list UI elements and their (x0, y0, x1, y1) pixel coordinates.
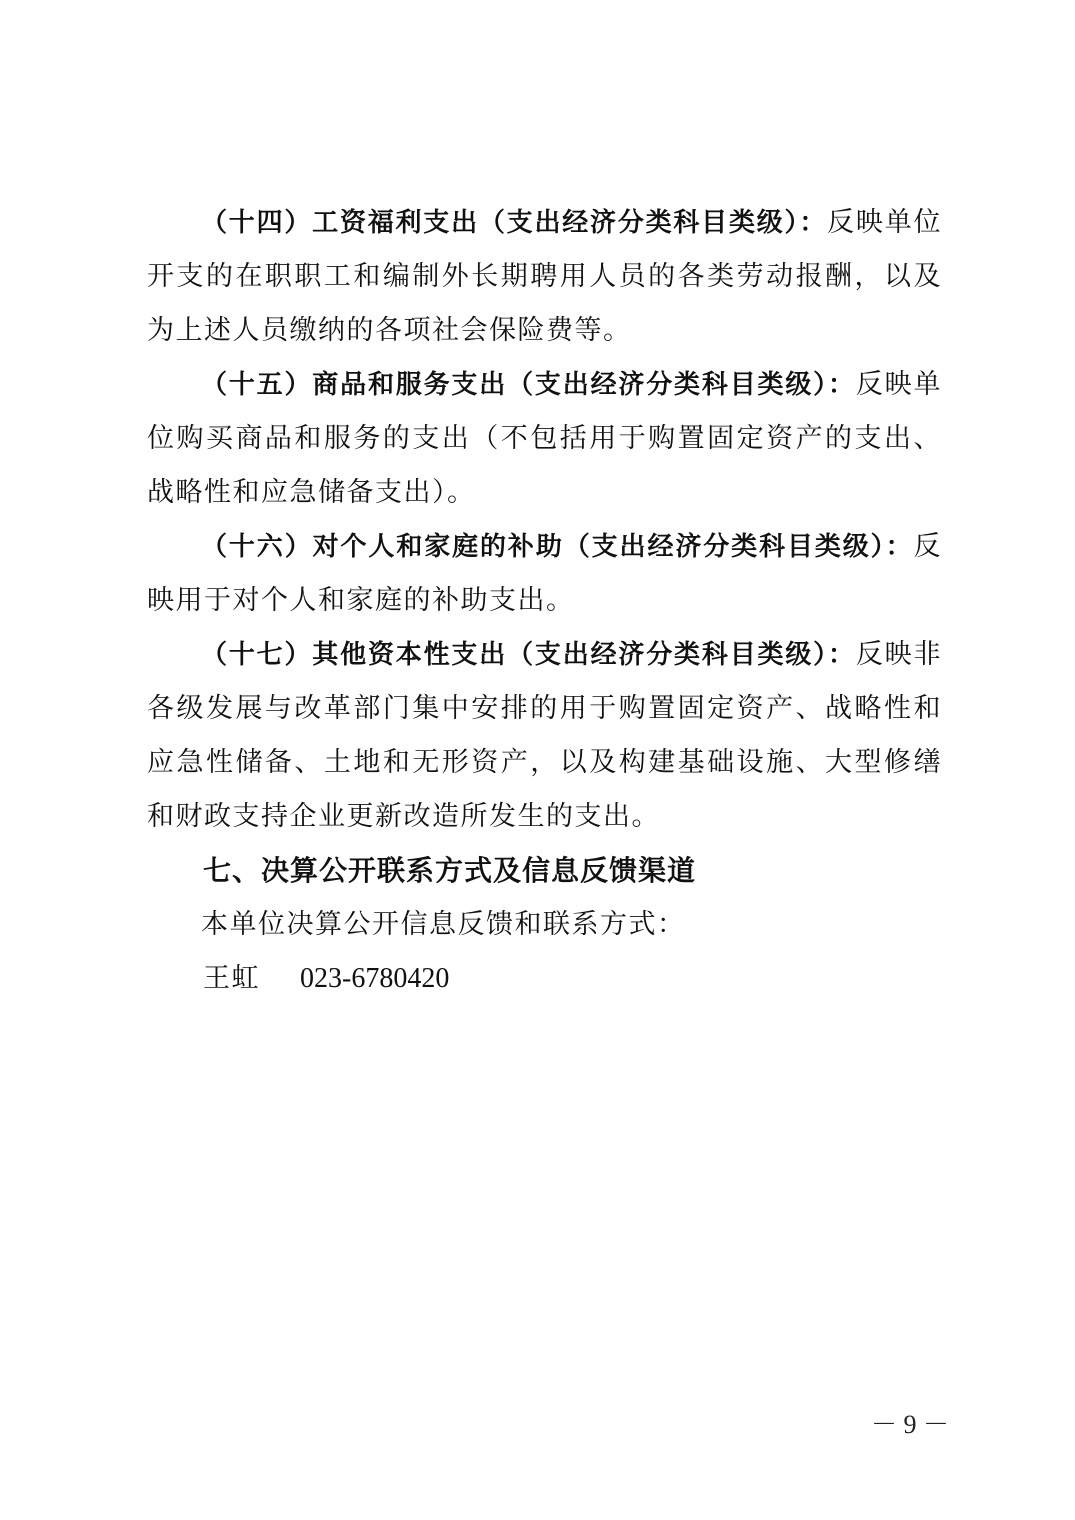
item-term: （十七）其他资本性支出（支出经济分类科目类级）： (201, 640, 856, 670)
section-heading: 七、决算公开联系方式及信息反馈渠道 (203, 854, 697, 887)
item-paragraph-16 (147, 520, 942, 628)
contact-phone: 023-6780420 (300, 963, 450, 994)
item-term: （十六）对个人和家庭的补助（支出经济分类科目类级）： (201, 532, 914, 562)
item-description: 反映单位购买商品和服务的支出（不包括用于购置固定资产的支出、战略性和应急储备支出）。 (147, 369, 942, 508)
item-paragraph-14 (147, 196, 942, 358)
document-body (147, 196, 942, 1006)
item-paragraph-15 (147, 358, 942, 520)
item-description: 反映非各级发展与改革部门集中安排的用于购置固定资产、战略性和应急性储备、土地和无形资产，以及构建基础设施、大型修缮和财政支持企业更新改造所发生的支出。 (147, 639, 942, 832)
contact-name: 王虹 (203, 963, 260, 994)
item-paragraph-17 (147, 628, 942, 844)
item-description: 反映单位开支的在职职工和编制外长期聘用人员的各类劳动报酬，以及为上述人员缴纳的各项社会保险费等。 (147, 207, 942, 346)
page-number: － 9 － (870, 1410, 949, 1439)
item-description: 反映用于对个人和家庭的补助支出。 (147, 531, 942, 616)
contact-line (147, 952, 942, 1006)
item-term: （十五）商品和服务支出（支出经济分类科目类级）： (201, 370, 856, 400)
item-term: （十四）工资福利支出（支出经济分类科目类级）： (201, 208, 828, 238)
contact-intro: 本单位决算公开信息反馈和联系方式： (201, 909, 686, 940)
